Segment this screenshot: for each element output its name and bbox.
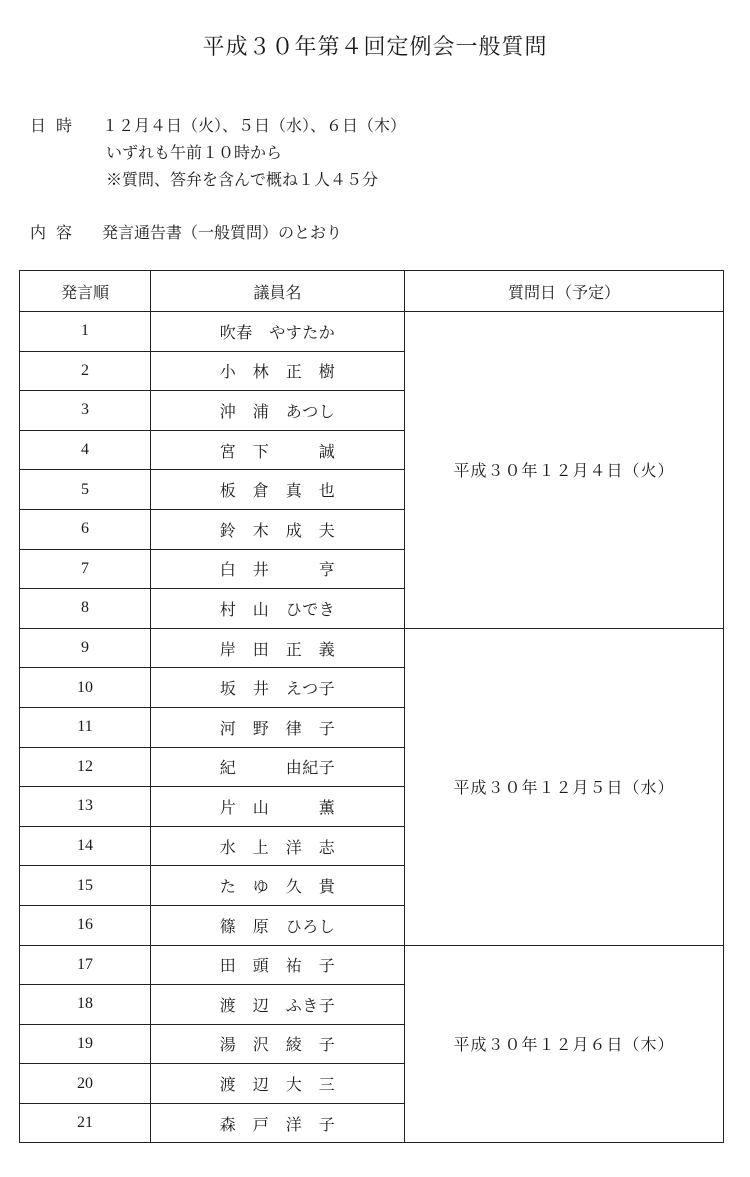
content-line [30,219,342,246]
speaking-order-cell: 8 [20,589,151,629]
speaking-order-cell: 1 [20,312,151,352]
member-name-cell: 水 上 洋 志 [151,826,405,866]
member-name-cell: 小 林 正 樹 [151,351,405,391]
speaking-order-cell: 18 [20,985,151,1025]
member-name-cell: 坂 井 えつ子 [151,668,405,708]
speaking-order-cell: 17 [20,945,151,985]
member-name-cell: 森 戸 洋 子 [151,1103,405,1143]
table-body [20,312,724,1143]
content-label: 内容 [30,223,83,242]
member-name-cell: 板 倉 真 也 [151,470,405,510]
member-name-cell: 沖 浦 あつし [151,391,405,431]
member-name-cell: 片 山 薫 [151,787,405,827]
content-text: 発言通告書（一般質問）のとおり [102,223,343,242]
speaking-order-cell: 20 [20,1064,151,1104]
speaking-order-cell: 2 [20,351,151,391]
meeting-dates: １２月４日（火）、５日（水）、６日（木） [102,116,407,135]
date-label: 日時 [30,116,83,135]
question-date-cell: 平成３０年１２月４日（火） [405,312,724,629]
meeting-note: ※質問、答弁を含んで概ね１人４５分 [106,170,379,189]
speaking-order-cell: 3 [20,391,151,431]
question-schedule-table [19,270,724,1143]
note-line [30,166,378,193]
table-row [20,945,724,985]
speaking-order-cell: 12 [20,747,151,787]
member-name-cell: 白 井 亨 [151,549,405,589]
header-date: 質問日（予定） [405,271,724,312]
question-date-cell: 平成３０年１２月６日（木） [405,945,724,1143]
member-name-cell: 田 頭 祐 子 [151,945,405,985]
time-line [30,139,282,166]
member-name-cell: た ゆ 久 貴 [151,866,405,906]
member-name-cell: 紀 由紀子 [151,747,405,787]
question-date-cell: 平成３０年１２月５日（水） [405,628,724,945]
table-row [20,628,724,668]
speaking-order-cell: 6 [20,509,151,549]
member-name-cell: 河 野 律 子 [151,707,405,747]
table-row [20,312,724,352]
meeting-time: いずれも午前１０時から [106,143,283,162]
member-name-cell: 宮 下 誠 [151,430,405,470]
speaking-order-cell: 14 [20,826,151,866]
date-line [30,112,406,139]
speaking-order-cell: 11 [20,707,151,747]
member-name-cell: 岸 田 正 義 [151,628,405,668]
speaking-order-cell: 13 [20,787,151,827]
speaking-order-cell: 4 [20,430,151,470]
speaking-order-cell: 5 [20,470,151,510]
speaking-order-cell: 9 [20,628,151,668]
member-name-cell: 吹春 やすたか [151,312,405,352]
member-name-cell: 篠 原 ひろし [151,905,405,945]
header-order: 発言順 [20,271,151,312]
member-name-cell: 渡 辺 ふき子 [151,985,405,1025]
speaking-order-cell: 21 [20,1103,151,1143]
speaking-order-cell: 15 [20,866,151,906]
member-name-cell: 湯 沢 綾 子 [151,1024,405,1064]
member-name-cell: 渡 辺 大 三 [151,1064,405,1104]
speaking-order-cell: 10 [20,668,151,708]
member-name-cell: 村 山 ひでき [151,589,405,629]
header-name: 議員名 [151,271,405,312]
member-name-cell: 鈴 木 成 夫 [151,509,405,549]
speaking-order-cell: 7 [20,549,151,589]
table-header-row [20,271,724,312]
page-title: 平成３０年第４回定例会一般質問 [202,35,548,60]
speaking-order-cell: 16 [20,905,151,945]
speaking-order-cell: 19 [20,1024,151,1064]
